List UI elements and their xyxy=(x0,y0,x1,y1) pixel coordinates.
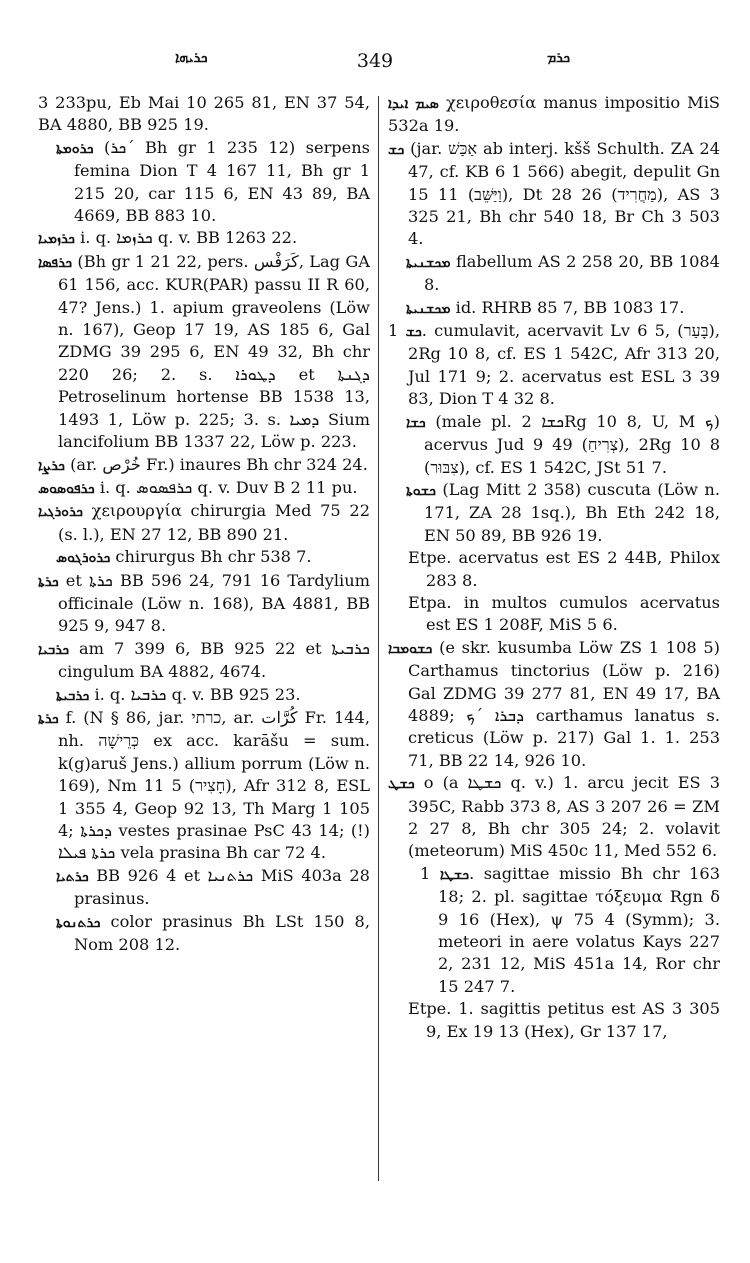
entry-text: i. q. ܟܪܙܡܐ q. v. BB 1263 22. xyxy=(80,228,298,248)
entry-headword: ܟܪܬܐ xyxy=(38,573,59,590)
entry-headword: ܟܫܘܬܐ xyxy=(406,482,436,499)
entry-headword: ܟܪܒܝܬܐ xyxy=(56,687,90,704)
dictionary-entry xyxy=(38,546,370,569)
entry-text: o (a ܟܫܛܐ q. v.) 1. arcu jecit ES 3 395C, Rabb 373 8, AS 3 207 26 = ZM 2 27 8, Bh chr 305 24; 2. volavit (meteorum) MiS 450c 11, Med 552 6. xyxy=(408,773,720,861)
dictionary-entry xyxy=(388,138,720,251)
dictionary-entry xyxy=(38,570,370,638)
entry-text: i. q. ܟܪܒܝܐ q. v. BB 925 23. xyxy=(94,684,301,704)
entry-headword: ܟܪܘܪܓܝܐ xyxy=(38,504,83,521)
entry-headword: ܟܫ xyxy=(405,324,422,341)
entry-headword: ܟܫܛ xyxy=(388,776,415,793)
entry-headword: ܟܪܦܣܐ xyxy=(38,254,73,271)
dictionary-entry xyxy=(38,865,370,911)
entry-text: chirurgus Bh chr 538 7. xyxy=(115,547,312,567)
entry-text: 1. sagittae missio Bh chr 163 18; 2. pl. sagittae τόξευμα Rgn δ 9 16 (Hex), ψ 75 4 (Symm); 3. meteori in aere volatus Kays 227 2, 231 12, MiS 451a 14, Ror chr 15 247 7. xyxy=(420,863,720,996)
entry-headword: ܟܪܨܐ xyxy=(38,457,65,474)
page-header xyxy=(40,50,710,80)
entry-headword: ܟܫܛܐ xyxy=(439,866,470,883)
entry-text: color prasinus Bh LSt 150 8, Nom 208 12. xyxy=(74,911,370,955)
entry-headword: ܟܫܘܡܒܐ xyxy=(388,640,433,657)
entry-headword: ܟܫ xyxy=(388,141,405,158)
dictionary-entry xyxy=(38,911,370,957)
entry-text: 1. cumulavit, acervavit Lv 6 5, (בָּעַר), 2Rg 10 8, cf. ES 1 542C, Afr 313 20, Jul 171 9; 2. acervatus est ESL 3 39 83, Dion T 4 32 8. xyxy=(388,321,720,409)
entry-text: χειροθεσία manus impositio MiS 532a 19. xyxy=(388,93,721,136)
dictionary-entry xyxy=(388,592,720,637)
entry-text: am 7 399 6, BB 925 22 et ܟܪܒܝܬܐ cingulum BA 4882, 4674. xyxy=(58,638,370,682)
right-column xyxy=(388,92,720,1043)
dictionary-entry xyxy=(388,251,720,297)
entry-text: (male pl. ܟܫܐ 2Rg 10 8, U, M ܟ) acervus Jud 9 49 (צְרִיחַ), 2Rg 10 8 (צִבּוּר), cf. ES 1 542C, JSt 51 7. xyxy=(424,411,721,477)
entry-headword: ܟܫܐ xyxy=(406,414,426,431)
entry-text: (e skr. kusumba Löw ZS 1 108 5) Carthamus tinctorius (Löw p. 216) Gal ZDMG 39 277 81, EN 49 17, BA 4889; ܕܒܪܐ ´ܟ carthamus lanatus s. creticus (Löw p. 217) Gal 1. 1. 253 71, BB 22 14, 926 10. xyxy=(408,637,720,770)
entry-text: Etpe. 1. sagittis petitus est AS 3 305 9, Ex 19 13 (Hex), Gr 137 17, xyxy=(408,999,720,1041)
entry-headword: ܟܪܬܝܐ xyxy=(56,868,89,885)
entry-headword: ܟܪܬܢܘܬܐ xyxy=(56,914,101,931)
entry-headword: ܡܟܫܢܝܬܐ xyxy=(406,254,451,271)
entry-headword: ܟܪܦܘܣܘܣ xyxy=(38,480,95,497)
running-head-right: ܟܪܡ xyxy=(546,50,570,66)
entry-headword: ܟܪܬܐ xyxy=(38,710,59,727)
dictionary-entry xyxy=(38,500,370,546)
entry-text: BB 926 4 et ܟܪܬܢܝܐ MiS 403a 28 prasinus. xyxy=(74,865,370,909)
dictionary-entry xyxy=(38,251,370,454)
entry-text: (ar. خُرْص Fr.) inaures Bh chr 324 24. xyxy=(70,454,368,474)
entry-text: i. q. ܟܪܦܣܘܣ q. v. Duv B 2 11 pu. xyxy=(99,477,358,497)
dictionary-entry xyxy=(388,547,720,592)
dictionary-entry xyxy=(388,863,720,998)
entry-text: Etpe. acervatus est ES 2 44B, Philox 283 8. xyxy=(408,548,720,590)
dictionary-entry xyxy=(38,707,370,865)
entry-text: 3 233pu, Eb Mai 10 265 81, EN 37 54, BA 4880, BB 925 19. xyxy=(38,93,370,135)
dictionary-entry xyxy=(38,638,370,684)
entry-text: (ܟܪ´ Bh gr 1 235 12) serpens femina Dion T 4 167 11, Bh gr 1 215 20, car 115 6, EN 43 89, BA 4669, BB 883 10. xyxy=(74,137,370,226)
entry-text: id. RHRB 85 7, BB 1083 17. xyxy=(455,297,685,317)
dictionary-entry xyxy=(38,227,370,250)
entry-headword: ܟܪܙܡܝܐ xyxy=(38,231,75,248)
entry-text: Etpa. in multos cumulos acervatus est ES 1 208F, MiS 5 6. xyxy=(408,592,720,635)
dictionary-entry xyxy=(388,297,720,320)
dictionary-entry xyxy=(38,92,370,137)
entry-text: χειρουργία chirurgia Med 75 22 (s. l.), EN 27 12, BB 890 21. xyxy=(58,501,370,544)
entry-text: (Lag Mitt 2 358) cuscuta (Löw n. 171, ZA 28 1sq.), Bh Eth 242 18, EN 50 89, BB 926 19. xyxy=(424,479,720,545)
entry-headword: ܟܪܒܝܐ xyxy=(38,641,70,658)
entry-text: et ܟܪܬܐ BB 596 24, 791 16 Tardylium officinale (Löw n. 168), BA 4881, BB 925 9, 947 8. xyxy=(58,570,370,636)
entry-headword: ܡܟܫܢܝܬܐ xyxy=(406,300,451,317)
dictionary-entry xyxy=(38,684,370,707)
entry-headword: ܟܪܘܪܓܘܣ xyxy=(56,550,111,567)
dictionary-entry xyxy=(38,137,370,228)
entry-text: flabellum AS 2 258 20, BB 1084 8. xyxy=(424,251,720,295)
dictionary-entry xyxy=(388,92,720,138)
dictionary-entry xyxy=(388,479,720,547)
column-divider xyxy=(378,96,379,1181)
entry-text: (jar. אַכַּשׁ ab interj. kšš Schulth. ZA 24 47, cf. KB 6 1 566) abegit, depulit Gn 15 11 (וַיַּשֵּׁב), Dt 28 26 (מַחֲרִיד), AS 3 325 21, Bh chr 540 18, Br Ch 3 503 4. xyxy=(408,138,720,249)
page-number: 349 xyxy=(356,50,394,72)
dictionary-entry xyxy=(388,320,720,411)
entry-text: (Bh gr 1 21 22, pers. كَرَفْس, Lag GA 61 156, acc. KUR(PAR) passu II R 60, 47? Jens.) 1. apium graveolens (Löw n. 167), Geop 17 19, AS 185 6, Gal ZDMG 39 295 6, EN 49 32, Bh chr 220 26; 2. s. ܕܛܘܪܐ et ܕܓܢܬܐ Petroselinum hortense BB 1538 13, 1493 1, Löw p. 225; 3. s. ܕܡܝܐ Sium lancifolium BB 1337 22, Löw p. 223. xyxy=(58,251,370,452)
dictionary-entry xyxy=(388,772,720,863)
entry-text: f. (N § 86, jar. כרתי, ar. كُرَّات Fr. 144, nh. כְּרֵישָׁה ex acc. karāšu = sum. k(g)aruš Jens.) allium porrum (Löw n. 169), Nm 11 5 (חָצִיר), Afr 312 8, ESL 1 355 4, Geop 92 13, Th Marg 1 105 4; ܕܟܪܬܐ vestes prasinae PsC 43 14; (!) ܟܪܬܐ ܦܝܠܐ vela prasina Bh car 72 4. xyxy=(58,707,370,863)
left-column xyxy=(38,92,370,956)
dictionary-entry xyxy=(388,998,720,1043)
dictionary-entry xyxy=(38,454,370,477)
dictionary-entry xyxy=(38,477,370,500)
running-head-left: ܟܪܝܗܐ xyxy=(175,50,208,66)
entry-headword: ܟܪܘܡܬܐ xyxy=(56,140,94,157)
dictionary-entry xyxy=(388,637,720,772)
dictionary-entry xyxy=(388,411,720,479)
entry-headword: ܣܝܡ ܐܝܕܐ xyxy=(388,96,439,112)
